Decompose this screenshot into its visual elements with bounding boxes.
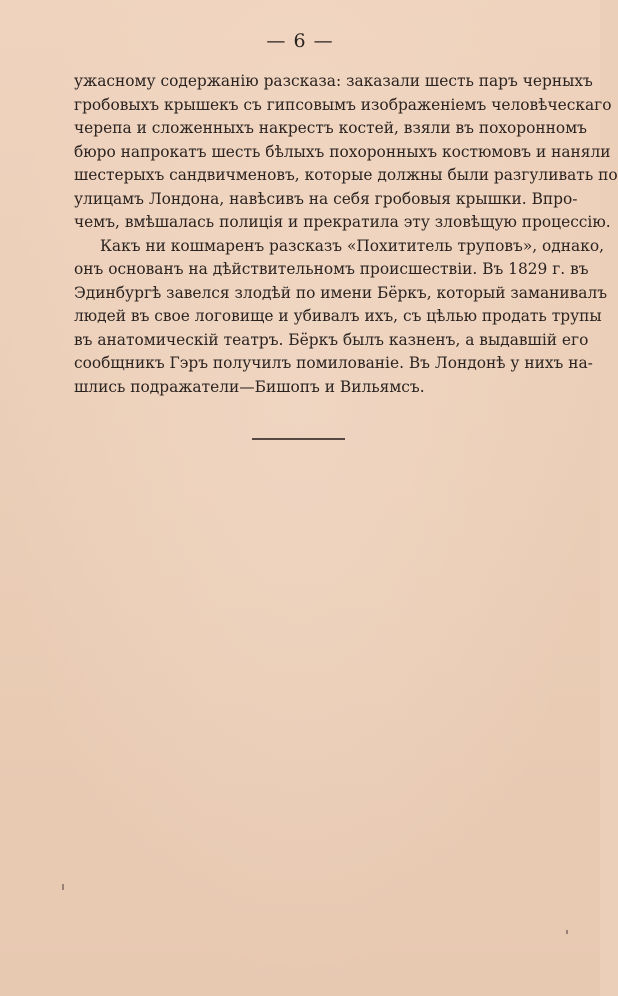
text-line: ужасному содержанію разсказа: заказали шесть паръ черныхъ <box>74 72 593 90</box>
page-number: — 6 — <box>266 30 334 52</box>
text-line: сообщникъ Гэръ получилъ помилованіе. Въ Лондонѣ у нихъ на- <box>74 354 593 372</box>
text-line: людей въ свое логовище и убивалъ ихъ, съ цѣлью продать трупы <box>74 307 602 325</box>
text-line: бюро напрокатъ шесть бѣлыхъ похоронныхъ костюмовъ и наняли <box>74 142 611 161</box>
paper-speck <box>566 930 568 934</box>
paper-speck <box>62 884 64 890</box>
text-line: онъ основанъ на дѣйствительномъ происшествіи. Въ 1829 г. въ <box>74 260 589 278</box>
text-line: Эдинбургѣ завелся злодѣй по имени Бёркъ, который заманивалъ <box>74 283 608 302</box>
text-line: шлись подражатели—Бишопъ и Вильямсъ. <box>74 377 425 396</box>
text-line: гробовыхъ крышекъ съ гипсовымъ изображеніемъ человѣческаго <box>74 95 612 114</box>
text-line: Какъ ни кошмаренъ разсказъ «Похититель труповъ», однако, <box>100 236 604 255</box>
text-line: улицамъ Лондона, навѣсивъ на себя гробовыя крышки. Впро- <box>74 189 578 208</box>
text-line: чемъ, вмѣшалась полиція и прекратила эту зловѣщую процессію. <box>74 213 611 231</box>
text-line: шестерыхъ сандвичменовъ, которые должны были разгуливать по <box>74 166 618 184</box>
section-divider <box>252 438 345 440</box>
text-line: въ анатомическій театръ. Бёркъ былъ казненъ, а выдавшій его <box>74 330 589 349</box>
paragraph-1 <box>74 70 618 235</box>
text-line: черепа и сложенныхъ накрестъ костей, взяли въ похоронномъ <box>74 119 587 137</box>
body-text <box>74 70 618 399</box>
paragraph-2 <box>74 235 608 400</box>
